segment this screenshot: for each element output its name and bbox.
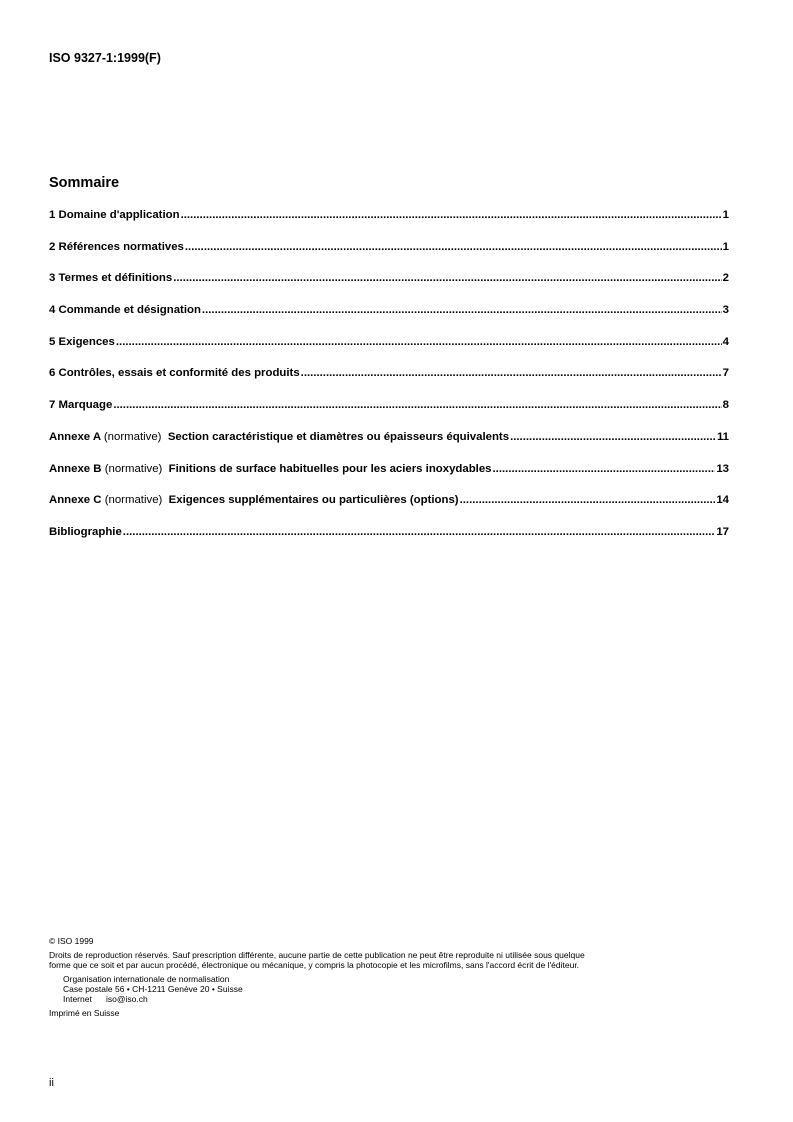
toc-entry-page: 7 — [722, 367, 729, 380]
toc-entry[interactable] — [49, 209, 729, 241]
dot-leader — [181, 209, 722, 221]
postal-address: Case postale 56 • CH-1211 Genève 20 • Suisse — [63, 983, 243, 994]
annex-id: Annexe A — [49, 430, 101, 443]
annex-id: Annexe B — [49, 462, 102, 475]
toc-entry[interactable] — [49, 241, 729, 273]
toc-entry-page: 4 — [722, 335, 729, 348]
document-identifier: ISO 9327-1:1999(F) — [49, 51, 161, 65]
toc-entry-page: 13 — [716, 462, 729, 475]
annex-id: Annexe C — [49, 494, 102, 507]
toc-entry-page: 17 — [716, 525, 729, 538]
rights-statement — [49, 950, 739, 970]
rights-line: forme que ce soit et par aucun procédé, électronique ou mécanique, y compris la photocopie et les microfilms, sans l'accord écrit de l'éditeur. — [49, 960, 580, 971]
toc-entry-label: 3 Termes et définitions — [49, 272, 173, 285]
toc-entry[interactable] — [49, 367, 729, 399]
copyright-notice: © ISO 1999 — [49, 936, 94, 946]
toc-entry-page: 2 — [722, 272, 729, 285]
copyright-footer — [49, 936, 739, 1018]
dot-leader — [510, 431, 716, 443]
rights-line: Droits de reproduction réservés. Sauf prescription différente, aucune partie de cette publication ne peut être reproduite ni utilisée sous quelque — [49, 950, 585, 961]
toc-entry-label: Bibliographie — [49, 525, 122, 538]
table-of-contents — [49, 209, 729, 558]
annex-title: Section caractéristique et diamètres ou épaisseurs équivalents — [167, 430, 510, 443]
toc-entry[interactable] — [49, 304, 729, 336]
dot-leader — [493, 463, 716, 475]
internet-contact — [63, 994, 739, 1004]
internet-label: Internet — [63, 993, 92, 1004]
annex-type: (normative) — [104, 494, 163, 507]
annex-title: Finitions de surface habituelles pour les aciers inoxydables — [168, 462, 492, 475]
toc-entry-page: 14 — [716, 494, 729, 507]
publisher-address — [49, 974, 739, 1004]
annex-type: (normative) — [104, 462, 163, 475]
toc-entry-label: 5 Exigences — [49, 335, 115, 348]
dot-leader — [116, 336, 722, 348]
annex-title: Exigences supplémentaires ou particulières (options) — [168, 494, 459, 507]
page-number: ii — [49, 1077, 54, 1089]
dot-leader — [301, 367, 722, 379]
toc-entry[interactable] — [49, 272, 729, 304]
toc-entry[interactable] — [49, 399, 729, 431]
dot-leader — [185, 241, 722, 253]
toc-title: Sommaire — [49, 175, 120, 191]
internet-email[interactable]: iso@iso.ch — [106, 993, 148, 1004]
dot-leader — [113, 399, 721, 411]
toc-annex-entry[interactable] — [49, 494, 729, 526]
toc-annex-label — [49, 431, 509, 443]
toc-entry-page: 3 — [722, 304, 729, 317]
toc-entry-label: 4 Commande et désignation — [49, 304, 201, 317]
toc-annex-entry[interactable] — [49, 463, 729, 495]
toc-entry-label: 7 Marquage — [49, 399, 113, 412]
printed-in: Imprimé en Suisse — [49, 1007, 120, 1018]
toc-entry[interactable] — [49, 336, 729, 368]
dot-leader — [202, 304, 722, 316]
organisation-name: Organisation internationale de normalisation — [63, 973, 230, 984]
dot-leader — [173, 272, 721, 284]
toc-bibliography-entry[interactable] — [49, 526, 729, 558]
toc-entry-page: 11 — [716, 430, 729, 443]
dot-leader — [123, 526, 716, 538]
toc-annex-entry[interactable] — [49, 431, 729, 463]
toc-entry-label: 6 Contrôles, essais et conformité des produits — [49, 367, 300, 380]
dot-leader — [460, 494, 716, 506]
toc-entry-label: 1 Domaine d'application — [49, 209, 180, 221]
toc-annex-label — [49, 494, 459, 506]
toc-annex-label — [49, 463, 492, 475]
toc-entry-page: 8 — [722, 399, 729, 412]
toc-entry-page: 1 — [722, 209, 729, 221]
toc-entry-label: 2 Références normatives — [49, 240, 184, 253]
toc-entry-page: 1 — [722, 240, 729, 253]
annex-type: (normative) — [103, 430, 162, 443]
